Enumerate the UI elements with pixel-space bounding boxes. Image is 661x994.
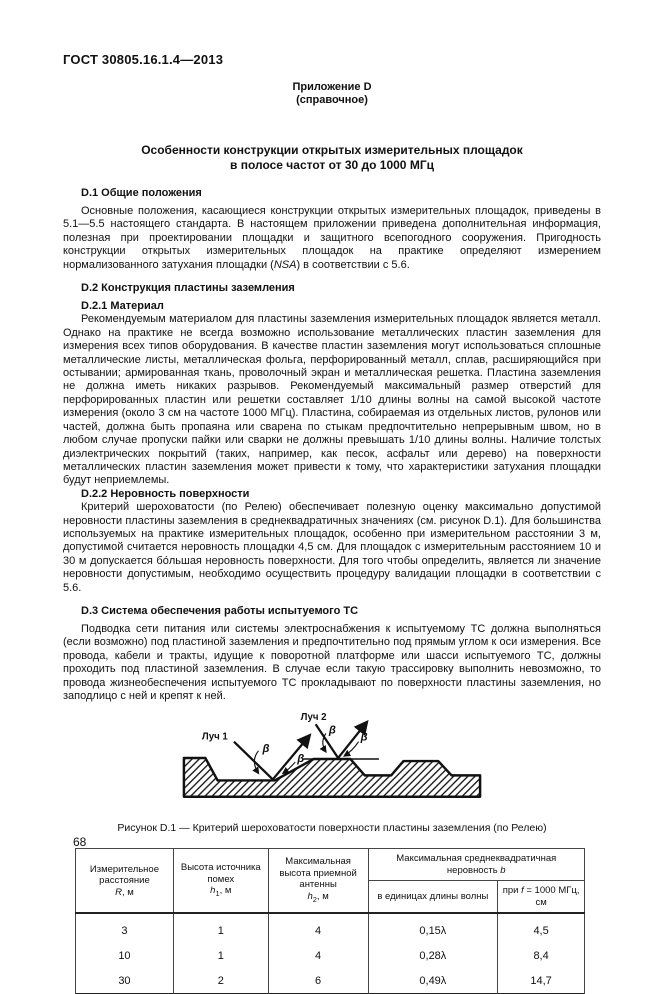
beta-angle-label: β <box>360 732 368 745</box>
column-symbol-subscript: 1 <box>215 889 220 899</box>
column-symbol: h <box>307 890 313 902</box>
heading-d22: D.2.2 Неровность поверхности <box>81 487 250 500</box>
column-unit: , м <box>121 886 134 898</box>
column-symbol: h <box>210 885 216 897</box>
table-cell: 10 <box>76 943 174 968</box>
column-unit: , м <box>316 890 329 902</box>
paragraph-d22: Критерий шероховатости (по Релею) обеспечивает полезную оценку максимально допустимой неровности пластины заземления в среднеквадратичных значениях (см. рисунок D.1). Для большинства используемых на практике измерительных площадок, особенно при измерительном расстоянии 3 м, допустимой считается неровность площадки 4,5 см. Для площадок с измерительным расстоянием 10 и 30 м допускается бо́льшая неровность поверхности. Для того чтобы определить, является ли значение неровности допустимым, необходимо осуществить процедуру валидации площадки в соответствии с 5.6. <box>63 501 601 594</box>
column-header-text: Измерительное расстояние <box>89 863 159 887</box>
table-cell: 8,4 <box>498 943 585 968</box>
table-cell: 2 <box>173 968 268 994</box>
column-header-text: Высота источника помех <box>180 862 261 885</box>
standard-designation: ГОСТ 30805.16.1.4—2013 <box>63 52 224 67</box>
nsa-symbol: NSA <box>273 258 297 271</box>
table-cell: 4 <box>268 943 368 968</box>
document-title-line1: Особенности конструкции открытых измерительных площадок <box>141 143 523 157</box>
paragraph-text: Основные положения, касающиеся конструкции открытых измерительных площадок, приведены в 5.1—5.5 настоящего стандарта. В настоящем приложении приведена дополнительная информация, полезная при проектировании площадки и защитного всепогодного сооружения. Пригодность конструкции открытых измерительных площадок на практике определяют измерением нормализованного затухания площадки ( <box>63 205 601 271</box>
table-cell: 3 <box>76 913 174 943</box>
annex-kind: (справочное) <box>296 94 368 106</box>
table-cell: 1 <box>173 913 268 943</box>
page-number: 68 <box>73 835 87 849</box>
figure-d1 <box>63 711 601 812</box>
ray2-label: Луч 2 <box>300 712 327 724</box>
column-symbol-subscript: 2 <box>312 894 317 904</box>
heading-d3: D.3 Система обеспечения работы испытуемого ТС <box>81 604 359 617</box>
column-header-roughness <box>368 849 584 881</box>
figure-caption: Рисунок D.1 — Критерий шероховатости поверхности пластины заземления (по Релею) <box>117 822 547 835</box>
column-symbol: f <box>521 885 524 897</box>
table-cell: 1 <box>173 943 268 968</box>
paragraph-text: ) в соответствии с 5.6. <box>296 258 410 271</box>
table-cell: 14,7 <box>498 968 585 994</box>
document-title-line2: в полосе частот от 30 до 1000 МГц <box>230 158 434 172</box>
table-row <box>76 943 585 968</box>
ground-profile-shape <box>184 758 480 797</box>
column-header-text: при <box>502 885 522 897</box>
column-header-distance <box>76 849 174 914</box>
column-symbol: b <box>500 864 506 876</box>
page-content <box>63 52 601 994</box>
table-body <box>76 913 585 994</box>
roughness-table <box>75 848 585 994</box>
table-cell: 0,15λ <box>368 913 498 943</box>
column-header-text: Максимальная высота приемной антенны <box>279 856 357 891</box>
table-row <box>76 968 585 994</box>
table-cell: 0,28λ <box>368 943 498 968</box>
beta-angle-label: β <box>297 753 305 766</box>
table-cell: 0,49λ <box>368 968 498 994</box>
paragraph-d3: Подводка сети питания или системы электроснабжения к испытуемому ТС должна выполняться (если возможно) под пластиной заземления и предпочтительно под прямым углом к оси измерения. Все провода, кабели и тракты, идущие к поворотной платформе или шасси испытуемого ТС, должны проходить под пластиной заземления. В случае если такую трассировку выполнить невозможно, то провода жизнеобеспечения испытуемого ТС прокладывают по поверхности пластины заземления, но заподлицо с ней и крепят к ней. <box>63 622 601 702</box>
table-cell: 30 <box>76 968 174 994</box>
table-row <box>76 913 585 943</box>
column-unit: , м <box>219 885 232 897</box>
document-title <box>63 143 601 173</box>
table-header <box>76 849 585 914</box>
heading-d21: D.2.1 Материал <box>81 300 164 313</box>
beta-angle-label: β <box>262 743 270 756</box>
paragraph-d1 <box>63 205 601 272</box>
table-cell: 4,5 <box>498 913 585 943</box>
table-cell: 6 <box>268 968 368 994</box>
annex-block <box>63 81 601 107</box>
roughness-diagram <box>182 711 482 807</box>
column-header-antenna-height <box>268 849 368 914</box>
column-header-source-height <box>173 849 268 914</box>
column-header-at-1000mhz <box>498 881 585 914</box>
paragraph-d21: Рекомендуемым материалом для пластины заземления измерительных площадок является металл. Однако на практике не всегда возможно использование металлических пластин заземления для измерения всех типов оборудования. В качестве пластин заземления могут использоваться сплошные металлические листы, металлическая фольга, перфорированный металл, сплав, расширяющийся при остывании; армированная ткань, проволочный экран и металлическая решетка. Пластина заземления не должна иметь никаких разрывов. Рекомендуемый максимальный размер отверстий для перфорированных пластин или решетки составляет 1/10 длины волны на самой высокой частоте измерения (около 3 см на частоте 1000 МГц). Пластина, собираемая из отдельных листов, рулонов или частей, должна быть пропаяна или сварена по стыкам предпочтительно непрерывным швом, но в любом случае пропуски пайки или сварки не должны превышать 1/10 длины волны. Наличие толстых диэлектрических покрытий (таких, например, как песок, асфальт или дерево) на поверхности металлических пластин заземления может привести к тому, что характеристики затухания площадки будут неприемлемы. <box>63 313 601 487</box>
ray1-label: Луч 1 <box>201 732 228 744</box>
column-header-wavelength-units: в единицах длины волны <box>368 881 498 914</box>
annex-label: Приложение D <box>292 81 372 93</box>
heading-d2: D.2 Конструкция пластины заземления <box>81 282 295 295</box>
table-cell: 4 <box>268 913 368 943</box>
column-header-text: Максимальная среднеквадратичная неровность <box>396 853 557 876</box>
heading-d1: D.1 Общие положения <box>81 187 202 199</box>
column-header-text: = 1000 МГц, см <box>523 885 580 908</box>
column-symbol: R <box>115 886 122 898</box>
beta-angle-label: β <box>328 724 336 737</box>
